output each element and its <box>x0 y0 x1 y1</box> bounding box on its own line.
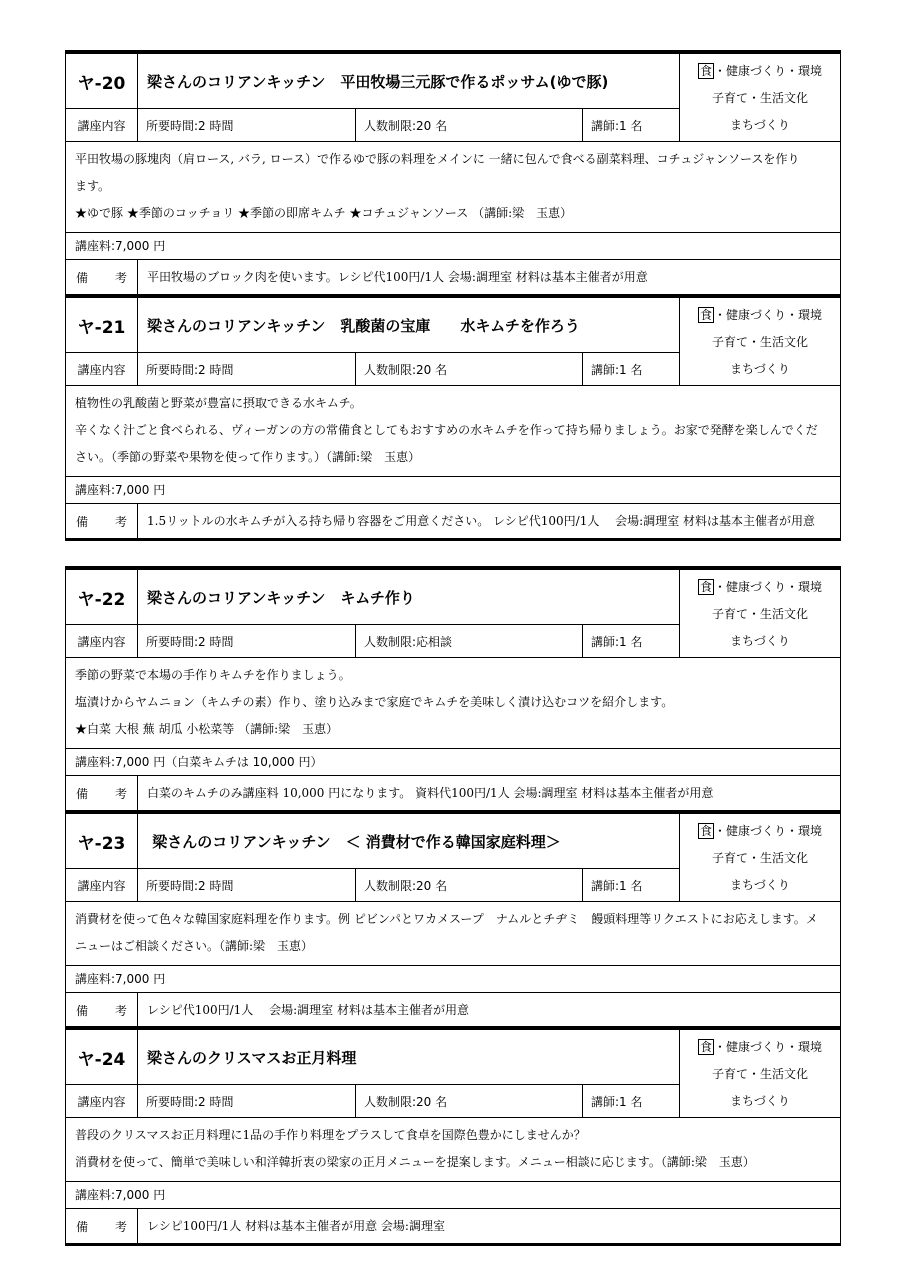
category-line-1: ・健康づくり・環境 <box>714 1040 823 1054</box>
content-label: 講座内容 <box>66 109 138 141</box>
description-line: ニューはご相談ください。（講師:梁 玉恵） <box>75 939 314 953</box>
course-code: ヤ-23 <box>66 814 138 868</box>
course-block <box>65 810 841 1030</box>
course-fee: 講座料:7,000 円 <box>66 233 840 260</box>
category-list <box>680 298 840 385</box>
description-line: 普段のクリスマスお正月料理に1品の手作り料理をプラスして食卓を国際色豊かにしませんか？ <box>75 1128 586 1142</box>
description-line: 平田牧場の豚塊肉（肩ロース, バラ, ロース）で作るゆで豚の料理をメインに 一緒に包んで食べる副菜料理、コチュジャンソースを作り <box>75 152 800 166</box>
description-line: 植物性の乳酸菌と野菜が豊富に摂取できる水キムチ。 <box>75 396 362 410</box>
course-header <box>66 54 840 142</box>
food-category-mark: 食 <box>699 1040 712 1054</box>
content-label: 講座内容 <box>66 1085 138 1117</box>
description-line: 季節の野菜で本場の手作りキムチを作りましょう。 <box>75 668 351 682</box>
category-line-1: ・健康づくり・環境 <box>714 308 823 322</box>
category-line-3: まちづくり <box>730 1094 790 1108</box>
course-code: ヤ-24 <box>66 1030 138 1084</box>
course-fee: 講座料:7,000 円 <box>66 477 840 504</box>
description-line: 塩漬けからヤムニョン（キムチの素）作り、塗り込みまで家庭でキムチを美味しく漬け込むコツを紹介します。 <box>75 695 674 709</box>
category-line-1: ・健康づくり・環境 <box>714 824 823 838</box>
course-note <box>66 504 840 538</box>
course-note <box>66 776 840 810</box>
course-header <box>66 814 840 902</box>
instructor-count: 講師:1 名 <box>591 1094 643 1109</box>
description-line: ★白菜 大根 蕪 胡瓜 小松菜等 （講師:梁 玉恵） <box>75 722 339 736</box>
course-description <box>66 1118 840 1182</box>
note-text: 平田牧場のブロック肉を使います。レシピ代100円/1人 会場:調理室 材料は基本主催者が用意 <box>147 270 648 284</box>
capacity: 人数制限:応相談 <box>356 625 583 657</box>
course-title: 梁さんのコリアンキッチン 乳酸菌の宝庫 水キムチを作ろう <box>147 316 580 335</box>
course-note <box>66 993 840 1027</box>
instructor-count: 講師:1 名 <box>591 878 643 893</box>
course-header <box>66 570 840 658</box>
course-note <box>66 260 840 294</box>
description-line: 消費材を使って色々な韓国家庭料理を作ります。例 ピビンパとワカメスープ ナムルとチヂミ 饅頭料理等リクエストにお応えします。メ <box>75 912 818 926</box>
duration: 所要時間:2 時間 <box>138 1085 356 1117</box>
course-title: 梁さんのコリアンキッチン 平田牧場三元豚で作るポッサム(ゆで豚) <box>147 72 609 91</box>
duration: 所要時間:2 時間 <box>138 109 356 141</box>
note-label: 備 考 <box>66 504 138 538</box>
category-line-2: 子育て・生活文化 <box>711 91 808 105</box>
food-category-mark: 食 <box>699 64 712 78</box>
duration: 所要時間:2 時間 <box>138 353 356 385</box>
category-list <box>680 814 840 901</box>
description-line: 辛くなく汁ごと食べられる、ヴィーガンの方の常備食としてもおすすめの水キムチを作って持ち帰りましょう。お家で発酵を楽しんでくだ <box>75 423 818 437</box>
instructor-count: 講師:1 名 <box>591 362 643 377</box>
capacity: 人数制限:20 名 <box>356 1085 583 1117</box>
course-title: 梁さんのコリアンキッチン キムチ作り <box>147 588 415 607</box>
description-line: ます。 <box>75 179 111 193</box>
course-header <box>66 298 840 386</box>
course-code: ヤ-21 <box>66 298 138 352</box>
category-line-2: 子育て・生活文化 <box>711 851 808 865</box>
capacity: 人数制限:20 名 <box>356 353 583 385</box>
category-line-3: まちづくり <box>730 634 790 648</box>
note-text: レシピ代100円/1人 会場:調理室 材料は基本主催者が用意 <box>147 1003 469 1017</box>
category-list <box>680 570 840 657</box>
category-list <box>680 54 840 141</box>
food-category-mark: 食 <box>699 580 712 594</box>
category-list <box>680 1030 840 1117</box>
description-line: 消費材を使って、簡単で美味しい和洋韓折衷の梁家の正月メニューを提案します。メニュー相談に応じます。（講師:梁 玉恵） <box>75 1155 755 1169</box>
note-text: 白菜のキムチのみ講座料 10,000 円になります。 資料代100円/1人 会場:調理室 材料は基本主催者が用意 <box>147 786 714 800</box>
capacity: 人数制限:20 名 <box>356 869 583 901</box>
course-block <box>65 566 841 813</box>
note-label: 備 考 <box>66 1209 138 1243</box>
course-block <box>65 1026 841 1246</box>
course-fee: 講座料:7,000 円 <box>66 966 840 993</box>
capacity: 人数制限:20 名 <box>356 109 583 141</box>
category-line-1: ・健康づくり・環境 <box>714 64 823 78</box>
description-line: ★ゆで豚 ★季節のコッチョリ ★季節の即席キムチ ★コチュジャンソース （講師:梁 玉恵） <box>75 206 573 220</box>
food-category-mark: 食 <box>699 308 712 322</box>
course-title: 梁さんのコリアンキッチン ＜ 消費材で作る韓国家庭料理＞ <box>147 832 561 851</box>
food-category-mark: 食 <box>699 824 712 838</box>
category-line-3: まちづくり <box>730 362 790 376</box>
instructor-count: 講師:1 名 <box>591 634 643 649</box>
category-line-3: まちづくり <box>730 878 790 892</box>
category-line-3: まちづくり <box>730 118 790 132</box>
course-description <box>66 658 840 749</box>
content-label: 講座内容 <box>66 625 138 657</box>
course-block <box>65 294 841 541</box>
duration: 所要時間:2 時間 <box>138 625 356 657</box>
note-text: 1.5リットルの水キムチが入る持ち帰り容器をご用意ください。 レシピ代100円/1人 会場:調理室 材料は基本主催者が用意 <box>147 514 816 528</box>
duration: 所要時間:2 時間 <box>138 869 356 901</box>
instructor-count: 講師:1 名 <box>591 118 643 133</box>
course-block <box>65 50 841 297</box>
note-label: 備 考 <box>66 260 138 294</box>
course-note <box>66 1209 840 1243</box>
note-label: 備 考 <box>66 993 138 1027</box>
course-description <box>66 902 840 966</box>
note-text: レシピ100円/1人 材料は基本主催者が用意 会場:調理室 <box>147 1219 445 1233</box>
category-line-1: ・健康づくり・環境 <box>714 580 823 594</box>
course-header <box>66 1030 840 1118</box>
category-line-2: 子育て・生活文化 <box>711 1067 808 1081</box>
course-fee: 講座料:7,000 円（白菜キムチは 10,000 円） <box>66 749 840 776</box>
category-line-2: 子育て・生活文化 <box>711 607 808 621</box>
course-description <box>66 142 840 233</box>
description-line: さい。（季節の野菜や果物を使って作ります。）（講師:梁 玉恵） <box>75 450 421 464</box>
course-code: ヤ-20 <box>66 54 138 108</box>
course-description <box>66 386 840 477</box>
content-label: 講座内容 <box>66 353 138 385</box>
content-label: 講座内容 <box>66 869 138 901</box>
course-code: ヤ-22 <box>66 570 138 624</box>
note-label: 備 考 <box>66 776 138 810</box>
course-title: 梁さんのクリスマスお正月料理 <box>147 1048 357 1067</box>
category-line-2: 子育て・生活文化 <box>711 335 808 349</box>
course-fee: 講座料:7,000 円 <box>66 1182 840 1209</box>
